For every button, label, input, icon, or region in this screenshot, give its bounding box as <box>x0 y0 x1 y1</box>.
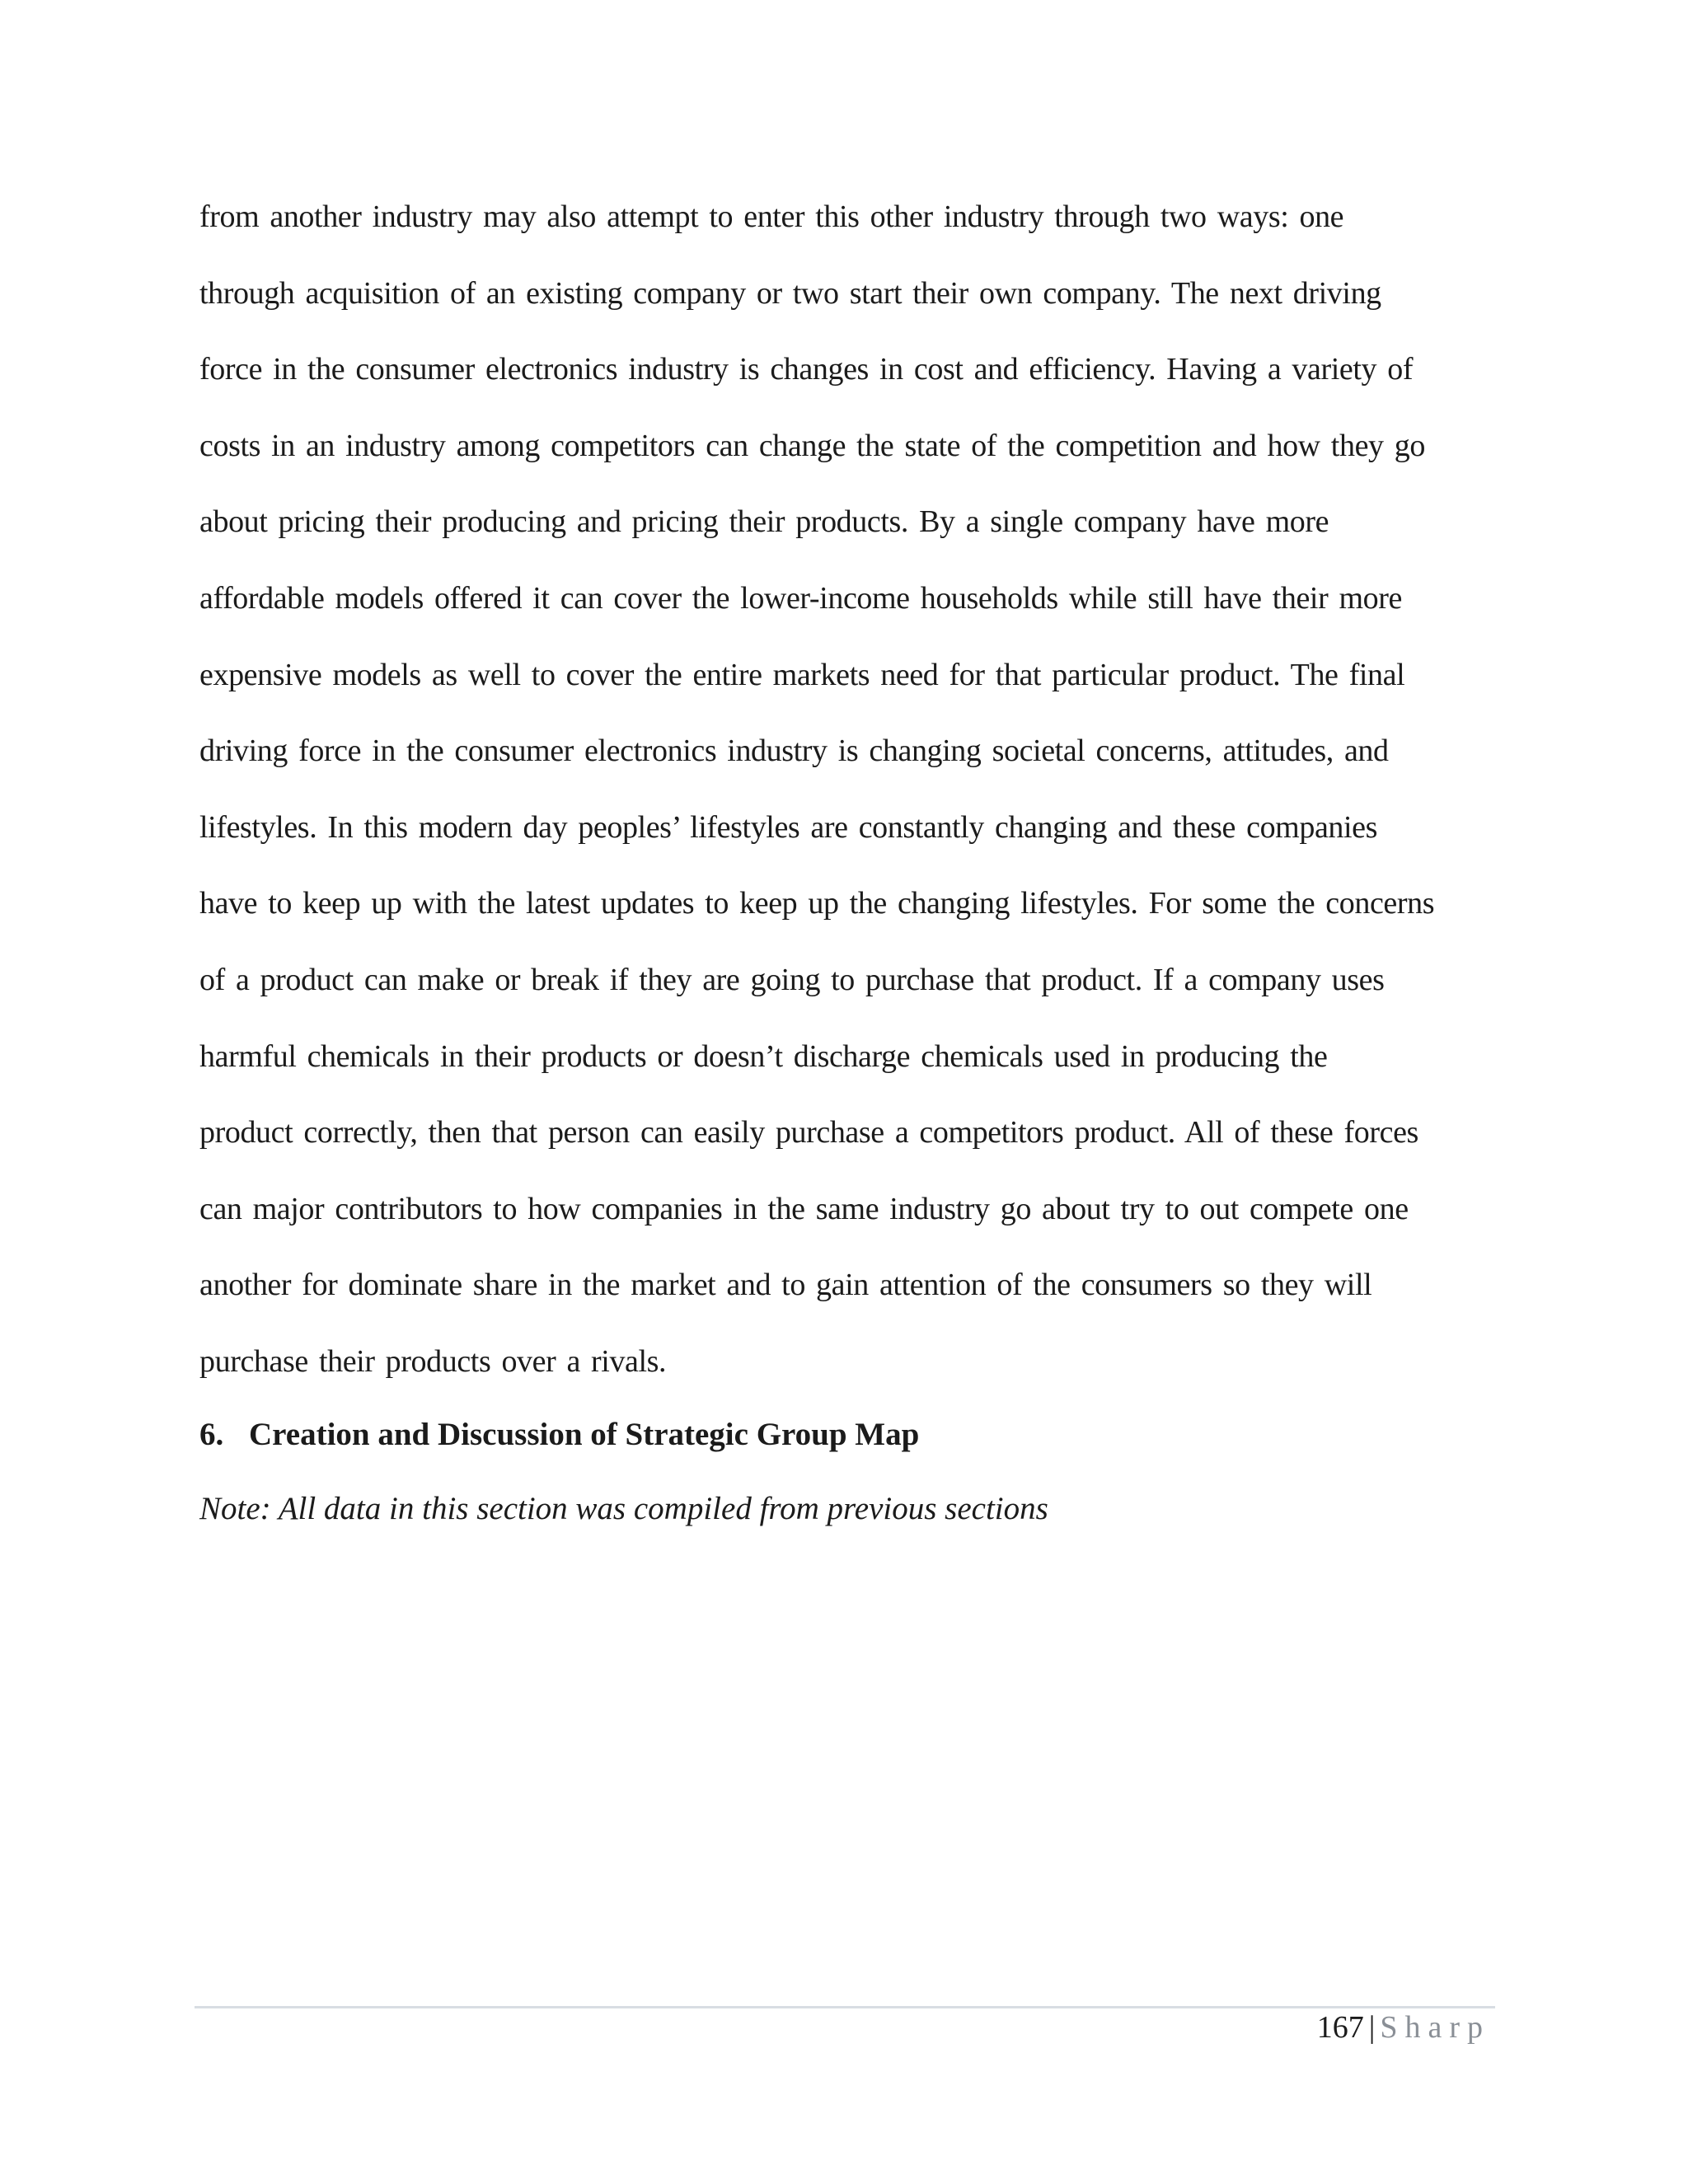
paragraph-line: can major contributors to how companies in the same industry go about try to out compete one <box>199 1191 1409 1226</box>
paragraph-line: costs in an industry among competitors can change the state of the competition and how they go <box>199 428 1425 463</box>
footer-divider <box>195 2006 1495 2008</box>
paragraph-line: of a product can make or break if they are going to purchase that product. If a company uses <box>199 962 1385 997</box>
section-number: 6. <box>199 1417 224 1452</box>
page-number: 167 <box>1316 2010 1364 2045</box>
section-note: Note: All data in this section was compiled from previous sections <box>199 1491 1048 1526</box>
footer-author: Sharp <box>1380 2010 1490 2045</box>
paragraph-line: through acquisition of an existing company or two start their own company. The next driving <box>199 275 1381 311</box>
paragraph-line: another for dominate share in the market and to gain attention of the consumers so they will <box>199 1268 1372 1303</box>
paragraph-line: lifestyles. In this modern day peoples’ lifestyles are constantly changing and these companies <box>199 809 1378 845</box>
paragraph-line: from another industry may also attempt to enter this other industry through two ways: one <box>199 199 1344 234</box>
section-title: Creation and Discussion of Strategic Group Map <box>249 1417 920 1452</box>
paragraph-line: force in the consumer electronics industry is changes in cost and efficiency. Having a variety of <box>199 352 1414 387</box>
footer-separator: | <box>1368 2010 1376 2045</box>
paragraph-line: purchase their products over a rivals. <box>199 1343 667 1379</box>
section-heading <box>199 1416 919 1453</box>
paragraph-line: product correctly, then that person can easily purchase a competitors product. All of these forces <box>199 1115 1418 1151</box>
paragraph-line: have to keep up with the latest updates to keep up the changing lifestyles. For some the concerns <box>199 886 1435 921</box>
paragraph-line: expensive models as well to cover the entire markets need for that particular product. The final <box>199 657 1405 692</box>
body-paragraph <box>199 194 1493 1415</box>
paragraph-line: about pricing their producing and pricing their products. By a single company have more <box>199 504 1329 540</box>
paragraph-line: affordable models offered it can cover the lower-income households while still have their more <box>199 580 1402 616</box>
page-footer <box>1317 2009 1490 2046</box>
paragraph-line: driving force in the consumer electronics industry is changing societal concerns, attitudes, and <box>199 733 1389 769</box>
paragraph-line: harmful chemicals in their products or doesn’t discharge chemicals used in producing the <box>199 1038 1328 1074</box>
